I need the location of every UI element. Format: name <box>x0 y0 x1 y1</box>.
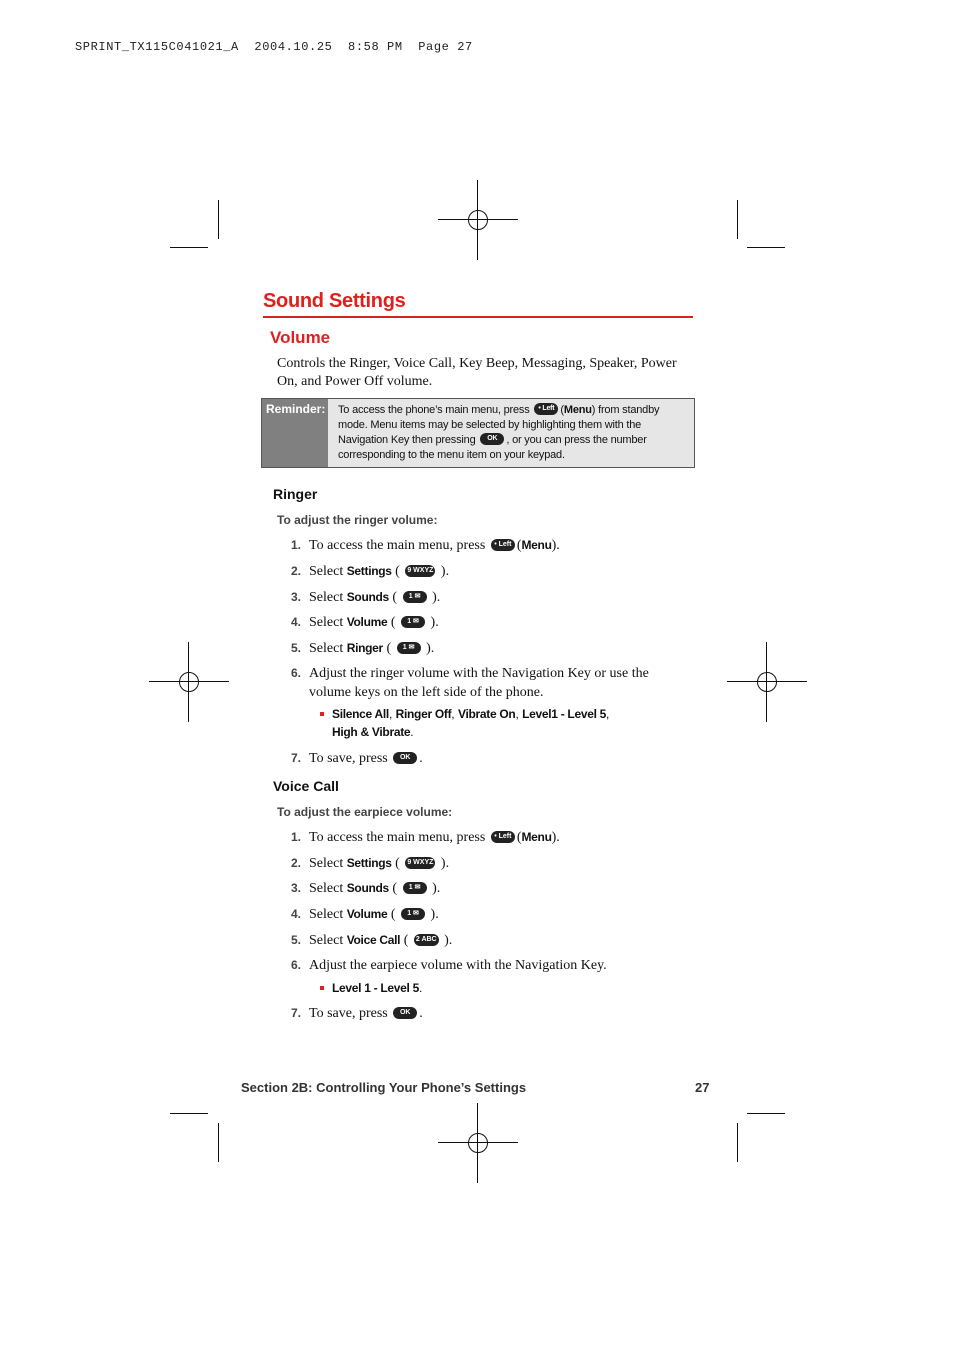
key-1-icon: 1 ✉ <box>397 642 421 654</box>
registration-mark-left <box>169 662 209 702</box>
voicecall-step-6: 6. Adjust the earpiece volume with the Navigation Key. <box>291 958 607 973</box>
ringer-options: Silence All, Ringer Off, Vibrate On, Level1 - Level 5, High & Vibrate. <box>320 705 632 741</box>
voicecall-step-3: 3. Select Sounds ( 1 ✉ ). <box>291 881 441 896</box>
crop-mark <box>218 200 219 239</box>
crop-mark <box>737 1123 738 1162</box>
page-number: 27 <box>695 1080 710 1095</box>
crop-mark <box>218 1123 219 1162</box>
key-1-icon: 1 ✉ <box>401 616 425 628</box>
menu-key-icon: • Left <box>491 831 515 843</box>
reminder-label: Reminder: <box>262 399 328 467</box>
ringer-step-5: 5. Select Ringer ( 1 ✉ ). <box>291 641 435 656</box>
menu-key-icon: • Left <box>534 403 558 415</box>
intro-paragraph: Controls the Ringer, Voice Call, Key Beep, Messaging, Speaker, Power On, and Power Off volume. <box>277 356 677 389</box>
voicecall-step-4: 4. Select Volume ( 1 ✉ ). <box>291 907 439 922</box>
crop-mark <box>170 247 208 248</box>
voicecall-heading: Voice Call <box>273 778 339 794</box>
bullet-icon <box>320 986 324 990</box>
voicecall-step-2: 2. Select Settings ( 9 WXYZ ). <box>291 856 450 871</box>
key-1-icon: 1 ✉ <box>403 882 427 894</box>
registration-mark-right <box>747 662 787 702</box>
print-slug: SPRINT_TX115C041021_A 2004.10.25 8:58 PM Page 27 <box>75 40 473 54</box>
crop-mark <box>747 247 785 248</box>
key-9-icon: 9 WXYZ <box>405 565 435 577</box>
ringer-heading: Ringer <box>273 486 318 502</box>
crop-mark <box>737 200 738 239</box>
key-2-icon: 2 ABC <box>414 934 439 946</box>
reminder-text: To access the phone’s main menu, press • Left (Menu) from standby mode. Menu items may be selected by highlighting them with the Navigation Key then pressing OK , or you can press the number corresponding to the menu item on your keypad. <box>338 404 660 461</box>
ringer-step-7: 7. To save, press OK . <box>291 751 423 766</box>
ringer-step-2: 2. Select Settings ( 9 WXYZ ). <box>291 564 450 579</box>
ok-key-icon: OK <box>393 1007 417 1019</box>
ringer-step-3: 3. Select Sounds ( 1 ✉ ). <box>291 590 441 605</box>
section-title: Sound Settings <box>263 290 406 312</box>
title-rule <box>263 316 693 318</box>
reminder-box <box>261 398 695 468</box>
ringer-step-4: 4. Select Volume ( 1 ✉ ). <box>291 615 439 630</box>
ok-key-icon: OK <box>480 433 504 445</box>
subsection-title: Volume <box>270 328 331 347</box>
key-9-icon: 9 WXYZ <box>405 857 435 869</box>
voicecall-step-7: 7. To save, press OK . <box>291 1006 423 1021</box>
voicecall-options: Level 1 - Level 5. <box>320 979 632 997</box>
voicecall-step-5: 5. Select Voice Call ( 2 ABC ). <box>291 933 453 948</box>
ok-key-icon: OK <box>393 752 417 764</box>
key-1-icon: 1 ✉ <box>403 591 427 603</box>
crop-mark <box>170 1113 208 1114</box>
registration-mark-bottom <box>458 1123 498 1163</box>
ringer-instruction: To adjust the ringer volume: <box>277 513 438 527</box>
crop-mark <box>747 1113 785 1114</box>
footer-section: Section 2B: Controlling Your Phone’s Settings <box>241 1080 527 1095</box>
key-1-icon: 1 ✉ <box>401 908 425 920</box>
bullet-icon <box>320 712 324 716</box>
ringer-step-1: 1. To access the main menu, press • Left (Menu). <box>291 538 560 553</box>
menu-label: Menu <box>563 404 592 416</box>
voicecall-instruction: To adjust the earpiece volume: <box>277 805 453 819</box>
menu-key-icon: • Left <box>491 539 515 551</box>
registration-mark-top <box>458 200 498 240</box>
ringer-step-6: 6. Adjust the ringer volume with the Navigation Key or use the volume keys on the left side of the phone. <box>291 666 649 700</box>
voicecall-step-1: 1. To access the main menu, press • Left (Menu). <box>291 830 560 845</box>
